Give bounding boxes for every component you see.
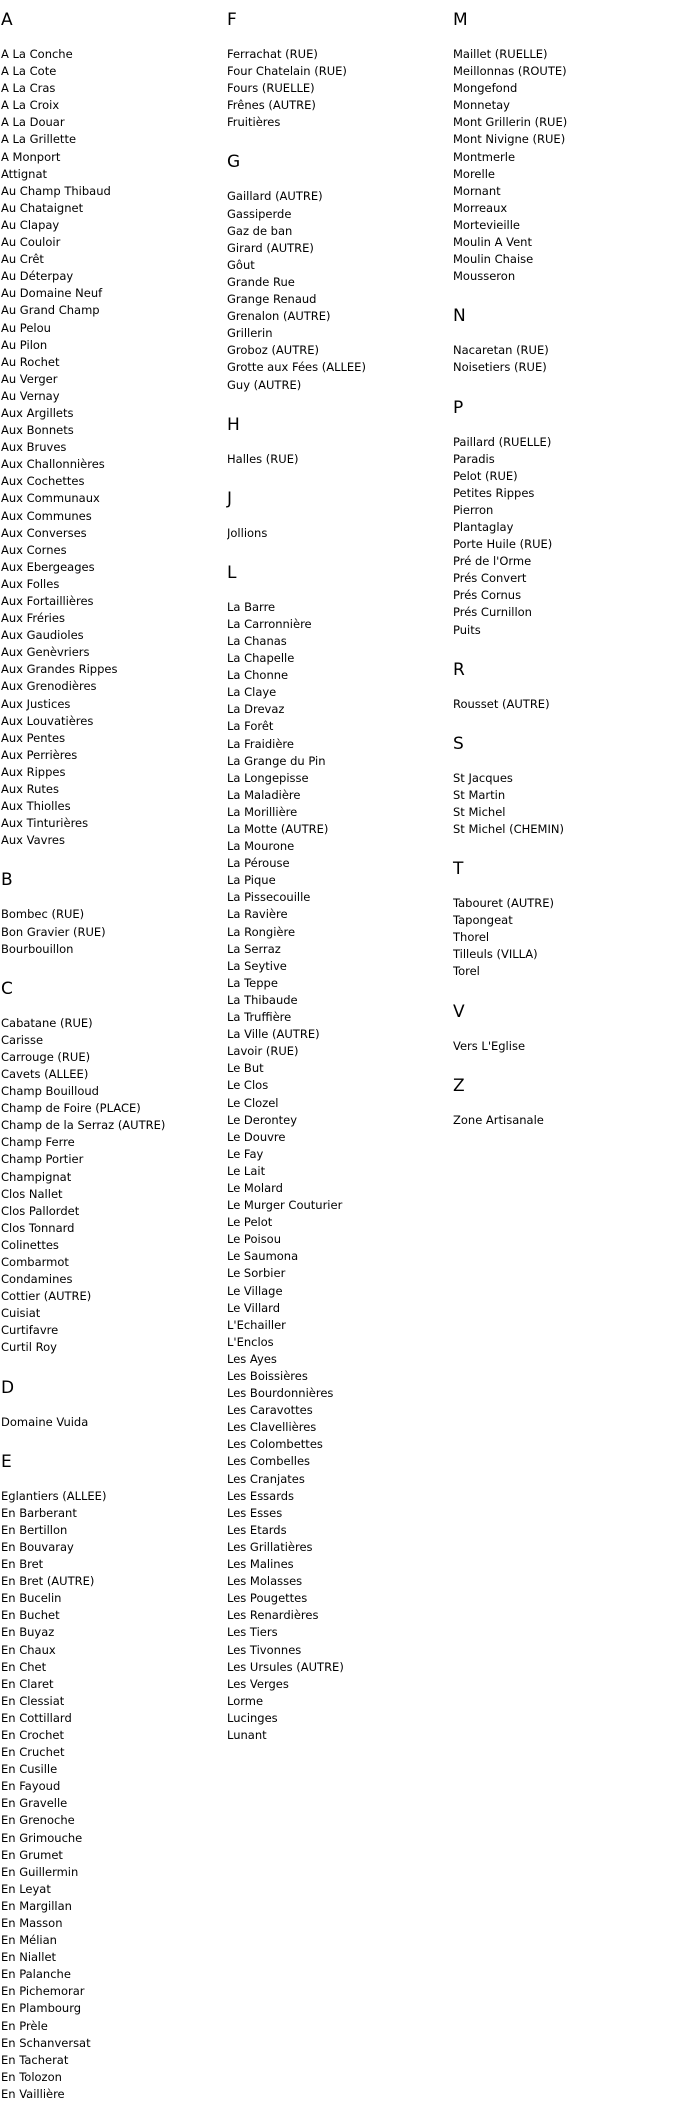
section-p bbox=[453, 398, 673, 639]
street-item-en-plambourg[interactable]: En Plambourg bbox=[1, 2001, 82, 2016]
street-item-au-cret[interactable]: Au Crêt bbox=[1, 252, 44, 267]
section-letter-heading: R bbox=[453, 659, 465, 680]
section-c bbox=[1, 979, 221, 1357]
street-item-au-couloir[interactable]: Au Couloir bbox=[1, 235, 61, 250]
section-letter-heading: P bbox=[453, 397, 464, 418]
street-item-champ-ferre[interactable]: Champ Ferre bbox=[1, 1135, 75, 1150]
section-e bbox=[1, 1452, 221, 2103]
street-item-aux-grandes-rippes[interactable]: Aux Grandes Rippes bbox=[1, 662, 118, 677]
street-item-moulin-a-vent[interactable]: Moulin A Vent bbox=[453, 235, 532, 250]
street-item-eglantiers-allee[interactable]: Eglantiers (ALLEE) bbox=[1, 1488, 107, 1503]
section-letter-heading: H bbox=[227, 414, 240, 435]
street-item-morelle[interactable]: Morelle bbox=[453, 166, 495, 181]
street-list bbox=[1, 46, 221, 849]
street-item-morreaux[interactable]: Morreaux bbox=[453, 200, 508, 215]
street-item-aux-bruves[interactable]: Aux Bruves bbox=[1, 440, 67, 455]
street-item-la-barre[interactable]: La Barre bbox=[227, 599, 276, 614]
street-item-la-perouse[interactable]: La Pérouse bbox=[227, 856, 290, 871]
street-item-lucinges[interactable]: Lucinges bbox=[227, 1710, 278, 1725]
street-item-meillonnas-route[interactable]: Meillonnas (ROUTE) bbox=[453, 64, 567, 79]
section-j bbox=[227, 489, 447, 542]
street-item-le-sorbier[interactable]: Le Sorbier bbox=[227, 1266, 286, 1281]
street-item-le-derontey[interactable]: Le Derontey bbox=[227, 1112, 298, 1127]
street-item-la-ville-autre[interactable]: La Ville (AUTRE) bbox=[227, 1027, 320, 1042]
street-item-frenes-autre[interactable]: Frênes (AUTRE) bbox=[227, 98, 316, 113]
street-item-grillerin[interactable]: Grillerin bbox=[227, 326, 273, 341]
street-item-la-chanas[interactable]: La Chanas bbox=[227, 633, 287, 648]
street-item-les-ayes[interactable]: Les Ayes bbox=[227, 1351, 277, 1366]
street-item-la-claye[interactable]: La Claye bbox=[227, 685, 277, 700]
street-item-bombec-rue[interactable]: Bombec (RUE) bbox=[1, 907, 85, 922]
street-item-champ-portier[interactable]: Champ Portier bbox=[1, 1152, 84, 1167]
street-item-en-leyat[interactable]: En Leyat bbox=[1, 1881, 51, 1896]
street-item-mortevieille[interactable]: Mortevieille bbox=[453, 217, 521, 232]
street-item-en-margillan[interactable]: En Margillan bbox=[1, 1898, 72, 1913]
street-item-aux-perrieres[interactable]: Aux Perrières bbox=[1, 747, 78, 762]
street-item-la-serraz[interactable]: La Serraz bbox=[227, 941, 281, 956]
section-letter-heading: L bbox=[227, 562, 237, 583]
section-letter-heading: S bbox=[453, 733, 464, 754]
street-item-le-douvre[interactable]: Le Douvre bbox=[227, 1129, 286, 1144]
street-item-au-clapay[interactable]: Au Clapay bbox=[1, 217, 60, 232]
street-item-aux-converses[interactable]: Aux Converses bbox=[1, 525, 87, 540]
street-item-champ-de-la-serraz-autre[interactable]: Champ de la Serraz (AUTRE) bbox=[1, 1118, 166, 1133]
street-item-aux-bonnets[interactable]: Aux Bonnets bbox=[1, 423, 74, 438]
street-list bbox=[453, 434, 673, 639]
street-item-combarmot[interactable]: Combarmot bbox=[1, 1255, 69, 1269]
street-item-groboz-autre[interactable]: Groboz (AUTRE) bbox=[227, 343, 319, 358]
street-item-au-rochet[interactable]: Au Rochet bbox=[1, 354, 60, 369]
street-item-cabatane-rue[interactable]: Cabatane (RUE) bbox=[1, 1015, 93, 1030]
street-item-le-clozel[interactable]: Le Clozel bbox=[227, 1095, 279, 1110]
street-item-les-pougettes[interactable]: Les Pougettes bbox=[227, 1591, 308, 1606]
street-item-les-verges[interactable]: Les Verges bbox=[227, 1676, 289, 1691]
street-item-les-malines[interactable]: Les Malines bbox=[227, 1557, 294, 1572]
street-item-les-tivonnes[interactable]: Les Tivonnes bbox=[227, 1642, 302, 1657]
street-item-les-colombettes[interactable]: Les Colombettes bbox=[227, 1437, 323, 1452]
street-item-champ-bouilloud[interactable]: Champ Bouilloud bbox=[1, 1084, 99, 1099]
street-item-la-thibaude[interactable]: La Thibaude bbox=[227, 992, 298, 1007]
street-item-la-motte-autre[interactable]: La Motte (AUTRE) bbox=[227, 822, 329, 836]
street-item-le-but[interactable]: Le But bbox=[227, 1061, 264, 1076]
street-item-cavets-allee[interactable]: Cavets (ALLEE) bbox=[1, 1066, 89, 1081]
street-item-le-saumona[interactable]: Le Saumona bbox=[227, 1249, 299, 1264]
street-item-aux-vavres[interactable]: Aux Vavres bbox=[1, 833, 65, 848]
street-list bbox=[227, 451, 447, 468]
street-item-au-pelou[interactable]: Au Pelou bbox=[1, 320, 51, 335]
street-list bbox=[453, 1112, 673, 1129]
section-v bbox=[453, 1002, 673, 1055]
street-item-aux-gaudioles[interactable]: Aux Gaudioles bbox=[1, 628, 84, 643]
street-item-les-esses[interactable]: Les Esses bbox=[227, 1505, 283, 1520]
street-list bbox=[453, 696, 673, 713]
street-item-la-chapelle[interactable]: La Chapelle bbox=[227, 651, 295, 666]
street-item-gaz-de-ban[interactable]: Gaz de ban bbox=[227, 223, 293, 238]
street-list bbox=[1, 1488, 221, 2103]
street-list bbox=[227, 188, 447, 393]
street-list bbox=[453, 1038, 673, 1055]
street-item-clos-pallordet[interactable]: Clos Pallordet bbox=[1, 1203, 80, 1218]
street-list bbox=[227, 599, 447, 1744]
street-item-la-truffiere[interactable]: La Truffière bbox=[227, 1010, 292, 1025]
street-item-en-claret[interactable]: En Claret bbox=[1, 1676, 54, 1691]
street-item-tilleuls-villa[interactable]: Tilleuls (VILLA) bbox=[453, 947, 538, 962]
street-item-aux-genevriers[interactable]: Aux Genèvriers bbox=[1, 645, 90, 660]
street-list bbox=[227, 525, 447, 542]
street-item-cottier-autre[interactable]: Cottier (AUTRE) bbox=[1, 1289, 92, 1304]
street-item-le-lait[interactable]: Le Lait bbox=[227, 1163, 266, 1178]
street-item-la-maladiere[interactable]: La Maladière bbox=[227, 787, 301, 802]
street-item-les-molasses[interactable]: Les Molasses bbox=[227, 1574, 303, 1589]
street-item-rousset-autre[interactable]: Rousset (AUTRE) bbox=[453, 696, 550, 711]
street-item-les-combelles[interactable]: Les Combelles bbox=[227, 1454, 311, 1469]
street-item-st-michel-chemin[interactable]: St Michel (CHEMIN) bbox=[453, 822, 564, 836]
street-item-en-niallet[interactable]: En Niallet bbox=[1, 1950, 57, 1965]
street-item-en-vailliere[interactable]: En Vaillière bbox=[1, 2086, 65, 2101]
street-item-grange-renaud[interactable]: Grange Renaud bbox=[227, 292, 317, 307]
street-item-la-morilliere[interactable]: La Morillière bbox=[227, 804, 298, 819]
street-item-les-ursules-autre[interactable]: Les Ursules (AUTRE) bbox=[227, 1659, 344, 1674]
street-item-halles-rue[interactable]: Halles (RUE) bbox=[227, 451, 299, 466]
street-item-aux-rutes[interactable]: Aux Rutes bbox=[1, 782, 59, 797]
street-item-la-grange-du-pin[interactable]: La Grange du Pin bbox=[227, 753, 326, 768]
street-item-mousseron[interactable]: Mousseron bbox=[453, 269, 516, 284]
street-item-curtil-roy[interactable]: Curtil Roy bbox=[1, 1340, 57, 1355]
street-item-pres-convert[interactable]: Prés Convert bbox=[453, 571, 527, 586]
street-item-puits[interactable]: Puits bbox=[453, 622, 481, 637]
street-item-aux-argillets[interactable]: Aux Argillets bbox=[1, 405, 74, 420]
street-item-en-prele[interactable]: En Prèle bbox=[1, 2018, 48, 2033]
street-item-st-michel[interactable]: St Michel bbox=[453, 804, 506, 819]
street-list bbox=[1, 1015, 221, 1357]
street-item-en-tacherat[interactable]: En Tacherat bbox=[1, 2052, 69, 2067]
street-list bbox=[1, 906, 221, 957]
street-list bbox=[227, 46, 447, 131]
street-item-aux-tinturieres[interactable]: Aux Tinturières bbox=[1, 816, 89, 831]
street-item-champignat[interactable]: Champignat bbox=[1, 1169, 72, 1184]
street-item-a-la-conche[interactable]: A La Conche bbox=[1, 47, 73, 61]
section-letter-heading: B bbox=[1, 870, 13, 891]
street-item-les-bourdonnieres[interactable]: Les Bourdonnières bbox=[227, 1386, 334, 1401]
street-item-grotte-aux-fees-allee[interactable]: Grotte aux Fées (ALLEE) bbox=[227, 360, 366, 375]
street-item-gaillard-autre[interactable]: Gaillard (AUTRE) bbox=[227, 189, 323, 204]
street-list bbox=[453, 895, 673, 980]
street-item-porte-huile-rue[interactable]: Porte Huile (RUE) bbox=[453, 537, 553, 552]
section-letter-heading: V bbox=[453, 1001, 465, 1022]
street-item-a-la-douar[interactable]: A La Douar bbox=[1, 115, 65, 130]
section-letter-heading: A bbox=[1, 10, 13, 30]
street-item-moulin-chaise[interactable]: Moulin Chaise bbox=[453, 252, 534, 267]
street-item-pierron[interactable]: Pierron bbox=[453, 502, 494, 517]
street-item-carisse[interactable]: Carisse bbox=[1, 1032, 44, 1047]
street-item-au-domaine-neuf[interactable]: Au Domaine Neuf bbox=[1, 286, 103, 301]
street-item-paradis[interactable]: Paradis bbox=[453, 451, 495, 466]
street-item-tapongeat[interactable]: Tapongeat bbox=[453, 913, 513, 928]
section-s bbox=[453, 734, 673, 838]
street-item-en-gravelle[interactable]: En Gravelle bbox=[1, 1796, 68, 1811]
street-item-aux-fortaillieres[interactable]: Aux Fortaillières bbox=[1, 594, 94, 608]
street-item-les-caravottes[interactable]: Les Caravottes bbox=[227, 1403, 313, 1418]
street-item-l-echailler[interactable]: L'Echailler bbox=[227, 1317, 286, 1332]
street-item-condamines[interactable]: Condamines bbox=[1, 1272, 73, 1287]
section-z bbox=[453, 1076, 673, 1129]
street-item-aux-thiolles[interactable]: Aux Thiolles bbox=[1, 799, 71, 814]
street-item-la-teppe[interactable]: La Teppe bbox=[227, 975, 278, 990]
street-item-tabouret-autre[interactable]: Tabouret (AUTRE) bbox=[453, 896, 555, 911]
street-item-grenalon-autre[interactable]: Grenalon (AUTRE) bbox=[227, 309, 331, 324]
street-item-en-guillermin[interactable]: En Guillermin bbox=[1, 1864, 79, 1879]
street-item-en-grenoche[interactable]: En Grenoche bbox=[1, 1813, 75, 1828]
street-item-en-palanche[interactable]: En Palanche bbox=[1, 1967, 71, 1982]
street-item-au-verger[interactable]: Au Verger bbox=[1, 371, 58, 386]
street-item-la-foret[interactable]: La Forêt bbox=[227, 719, 274, 734]
street-item-en-bertillon[interactable]: En Bertillon bbox=[1, 1522, 68, 1537]
street-item-aux-cochettes[interactable]: Aux Cochettes bbox=[1, 474, 85, 489]
street-item-a-monport[interactable]: A Monport bbox=[1, 149, 61, 164]
street-item-la-seytive[interactable]: La Seytive bbox=[227, 958, 287, 973]
street-item-nacaretan-rue[interactable]: Nacaretan (RUE) bbox=[453, 343, 549, 358]
street-item-lorme[interactable]: Lorme bbox=[227, 1693, 264, 1708]
street-item-la-drevaz[interactable]: La Drevaz bbox=[227, 702, 285, 717]
street-item-la-mourone[interactable]: La Mourone bbox=[227, 839, 295, 854]
street-item-le-pelot[interactable]: Le Pelot bbox=[227, 1215, 273, 1230]
section-b bbox=[1, 870, 221, 957]
street-item-les-etards[interactable]: Les Etards bbox=[227, 1522, 287, 1537]
street-item-les-essards[interactable]: Les Essards bbox=[227, 1488, 295, 1503]
street-list bbox=[453, 342, 673, 376]
street-item-aux-pentes[interactable]: Aux Pentes bbox=[1, 730, 66, 745]
street-item-monnetay[interactable]: Monnetay bbox=[453, 98, 510, 113]
street-item-en-bret-autre[interactable]: En Bret (AUTRE) bbox=[1, 1574, 95, 1589]
street-item-guy-autre[interactable]: Guy (AUTRE) bbox=[227, 377, 302, 392]
street-item-plantaglay[interactable]: Plantaglay bbox=[453, 519, 514, 534]
street-item-st-jacques[interactable]: St Jacques bbox=[453, 770, 513, 785]
section-letter-heading: F bbox=[227, 10, 237, 30]
street-item-mont-nivigne-rue[interactable]: Mont Nivigne (RUE) bbox=[453, 132, 566, 147]
index-column-3 bbox=[453, 10, 673, 1150]
street-item-aux-communes[interactable]: Aux Communes bbox=[1, 508, 92, 523]
street-item-jollions[interactable]: Jollions bbox=[227, 525, 268, 540]
street-item-au-pilon[interactable]: Au Pilon bbox=[1, 337, 48, 352]
street-item-en-bouvaray[interactable]: En Bouvaray bbox=[1, 1539, 74, 1554]
street-item-en-pichemorar[interactable]: En Pichemorar bbox=[1, 1984, 85, 1999]
street-item-le-fay[interactable]: Le Fay bbox=[227, 1146, 264, 1161]
street-item-aux-grenodieres[interactable]: Aux Grenodières bbox=[1, 679, 97, 694]
street-item-pelot-rue[interactable]: Pelot (RUE) bbox=[453, 468, 518, 483]
street-item-l-enclos[interactable]: L'Enclos bbox=[227, 1334, 274, 1349]
street-item-aux-cornes[interactable]: Aux Cornes bbox=[1, 542, 67, 557]
section-a bbox=[1, 10, 221, 849]
street-item-a-la-cras[interactable]: A La Cras bbox=[1, 81, 56, 96]
street-item-le-village[interactable]: Le Village bbox=[227, 1283, 283, 1298]
section-l bbox=[227, 563, 447, 1744]
street-item-en-grumet[interactable]: En Grumet bbox=[1, 1847, 63, 1862]
index-column-1 bbox=[1, 10, 221, 2124]
street-item-ferrachat-rue[interactable]: Ferrachat (RUE) bbox=[227, 47, 318, 61]
street-item-carrouge-rue[interactable]: Carrouge (RUE) bbox=[1, 1049, 91, 1064]
street-list bbox=[453, 770, 673, 838]
street-item-domaine-vuida[interactable]: Domaine Vuida bbox=[1, 1414, 89, 1429]
street-item-en-barberant[interactable]: En Barberant bbox=[1, 1505, 77, 1520]
street-item-pres-curnillon[interactable]: Prés Curnillon bbox=[453, 605, 532, 620]
street-item-lavoir-rue[interactable]: Lavoir (RUE) bbox=[227, 1044, 299, 1059]
street-item-four-chatelain-rue[interactable]: Four Chatelain (RUE) bbox=[227, 64, 347, 79]
section-letter-heading: C bbox=[1, 978, 13, 999]
street-item-les-grillatieres[interactable]: Les Grillatières bbox=[227, 1539, 313, 1554]
section-letter-heading: D bbox=[1, 1377, 15, 1398]
street-item-aux-rippes[interactable]: Aux Rippes bbox=[1, 764, 66, 779]
street-item-la-rongiere[interactable]: La Rongière bbox=[227, 924, 296, 939]
street-item-les-tiers[interactable]: Les Tiers bbox=[227, 1625, 278, 1640]
street-item-fruitieres[interactable]: Fruitières bbox=[227, 115, 281, 130]
street-item-st-martin[interactable]: St Martin bbox=[453, 787, 506, 802]
street-item-les-renardieres[interactable]: Les Renardières bbox=[227, 1608, 319, 1623]
street-item-en-buchet[interactable]: En Buchet bbox=[1, 1608, 60, 1623]
street-item-au-champ-thibaud[interactable]: Au Champ Thibaud bbox=[1, 183, 111, 198]
street-item-en-melian[interactable]: En Mélian bbox=[1, 1933, 57, 1948]
street-item-attignat[interactable]: Attignat bbox=[1, 166, 48, 181]
street-item-girard-autre[interactable]: Girard (AUTRE) bbox=[227, 240, 314, 255]
street-item-en-fayoud[interactable]: En Fayoud bbox=[1, 1779, 61, 1794]
street-item-a-la-cote[interactable]: A La Cote bbox=[1, 64, 57, 79]
street-item-fours-ruelle[interactable]: Fours (RUELLE) bbox=[227, 81, 315, 96]
street-item-maillet-ruelle[interactable]: Maillet (RUELLE) bbox=[453, 47, 548, 61]
street-item-mont-grillerin-rue[interactable]: Mont Grillerin (RUE) bbox=[453, 115, 568, 130]
street-list bbox=[453, 46, 673, 285]
street-item-au-grand-champ[interactable]: Au Grand Champ bbox=[1, 303, 100, 318]
street-item-aux-louvatieres[interactable]: Aux Louvatières bbox=[1, 713, 94, 728]
street-item-aux-ebergeages[interactable]: Aux Ebergeages bbox=[1, 559, 95, 574]
street-item-aux-challonnieres[interactable]: Aux Challonnières bbox=[1, 457, 105, 472]
street-item-gout[interactable]: Gôut bbox=[227, 257, 255, 272]
street-item-aux-folles[interactable]: Aux Folles bbox=[1, 576, 60, 591]
section-m bbox=[453, 10, 673, 285]
section-letter-heading: T bbox=[453, 859, 464, 880]
street-item-en-cusille[interactable]: En Cusille bbox=[1, 1762, 58, 1777]
street-item-au-chataignet[interactable]: Au Chataignet bbox=[1, 200, 84, 215]
section-letter-heading: M bbox=[453, 10, 468, 30]
street-item-en-chet[interactable]: En Chet bbox=[1, 1659, 47, 1674]
street-item-en-masson[interactable]: En Masson bbox=[1, 1916, 63, 1930]
index-column-2 bbox=[227, 10, 447, 1765]
street-item-la-longepisse[interactable]: La Longepisse bbox=[227, 770, 309, 785]
street-item-les-boissieres[interactable]: Les Boissières bbox=[227, 1369, 308, 1383]
street-item-en-schanversat[interactable]: En Schanversat bbox=[1, 2035, 91, 2050]
street-item-en-grimouche[interactable]: En Grimouche bbox=[1, 1830, 83, 1845]
street-item-le-clos[interactable]: Le Clos bbox=[227, 1078, 269, 1093]
street-item-le-villard[interactable]: Le Villard bbox=[227, 1300, 281, 1315]
street-item-vers-l-eglise[interactable]: Vers L'Eglise bbox=[453, 1038, 526, 1053]
street-item-bon-gravier-rue[interactable]: Bon Gravier (RUE) bbox=[1, 924, 106, 939]
street-item-aux-freries[interactable]: Aux Fréries bbox=[1, 611, 65, 626]
street-list bbox=[1, 1414, 221, 1431]
street-item-colinettes[interactable]: Colinettes bbox=[1, 1237, 59, 1252]
section-letter-heading: Z bbox=[453, 1075, 465, 1096]
street-item-la-chonne[interactable]: La Chonne bbox=[227, 668, 289, 683]
street-item-les-clavellieres[interactable]: Les Clavellières bbox=[227, 1420, 317, 1435]
section-letter-heading: G bbox=[227, 152, 241, 173]
street-item-en-bret[interactable]: En Bret bbox=[1, 1557, 44, 1572]
street-item-champ-de-foire-place[interactable]: Champ de Foire (PLACE) bbox=[1, 1101, 141, 1116]
street-item-la-raviere[interactable]: La Ravière bbox=[227, 907, 288, 922]
street-item-en-bucelin[interactable]: En Bucelin bbox=[1, 1591, 62, 1606]
street-item-le-molard[interactable]: Le Molard bbox=[227, 1180, 283, 1195]
section-h bbox=[227, 415, 447, 468]
section-t bbox=[453, 859, 673, 980]
section-letter-heading: E bbox=[1, 1451, 12, 1472]
street-item-gassiperde[interactable]: Gassiperde bbox=[227, 206, 292, 221]
street-item-en-buyaz[interactable]: En Buyaz bbox=[1, 1625, 55, 1640]
street-item-zone-artisanale[interactable]: Zone Artisanale bbox=[453, 1112, 544, 1127]
street-item-montmerle[interactable]: Montmerle bbox=[453, 149, 516, 164]
street-item-au-deterpay[interactable]: Au Déterpay bbox=[1, 269, 74, 284]
street-item-clos-tonnard[interactable]: Clos Tonnard bbox=[1, 1220, 75, 1235]
section-g bbox=[227, 152, 447, 393]
street-item-pres-cornus[interactable]: Prés Cornus bbox=[453, 588, 522, 603]
street-item-la-carronniere[interactable]: La Carronnière bbox=[227, 616, 312, 631]
street-item-le-murger-couturier[interactable]: Le Murger Couturier bbox=[227, 1198, 343, 1213]
section-d bbox=[1, 1378, 221, 1431]
street-item-le-poisou[interactable]: Le Poisou bbox=[227, 1232, 282, 1247]
street-item-la-pissecouille[interactable]: La Pissecouille bbox=[227, 890, 311, 905]
street-item-en-chaux[interactable]: En Chaux bbox=[1, 1642, 56, 1657]
street-item-au-vernay[interactable]: Au Vernay bbox=[1, 388, 60, 403]
street-item-les-cranjates[interactable]: Les Cranjates bbox=[227, 1471, 305, 1486]
section-f bbox=[227, 10, 447, 131]
street-item-a-la-grillette[interactable]: A La Grillette bbox=[1, 132, 77, 147]
street-item-pre-de-l-orme[interactable]: Pré de l'Orme bbox=[453, 554, 532, 569]
street-item-aux-communaux[interactable]: Aux Communaux bbox=[1, 491, 100, 506]
street-item-bourbouillon[interactable]: Bourbouillon bbox=[1, 941, 74, 956]
street-item-la-fraidiere[interactable]: La Fraidière bbox=[227, 736, 294, 751]
street-item-clos-nallet[interactable]: Clos Nallet bbox=[1, 1186, 63, 1201]
street-item-en-clessiat[interactable]: En Clessiat bbox=[1, 1693, 65, 1708]
street-item-en-cottillard[interactable]: En Cottillard bbox=[1, 1710, 72, 1725]
section-n bbox=[453, 306, 673, 376]
street-item-torel[interactable]: Torel bbox=[453, 964, 480, 979]
street-item-curtifavre[interactable]: Curtifavre bbox=[1, 1323, 59, 1338]
section-r bbox=[453, 660, 673, 713]
section-letter-heading: N bbox=[453, 306, 466, 327]
street-item-petites-rippes[interactable]: Petites Rippes bbox=[453, 485, 535, 500]
street-item-mornant[interactable]: Mornant bbox=[453, 183, 501, 198]
street-item-cuisiat[interactable]: Cuisiat bbox=[1, 1306, 41, 1321]
street-item-a-la-croix[interactable]: A La Croix bbox=[1, 98, 60, 113]
street-item-mongefond[interactable]: Mongefond bbox=[453, 81, 518, 96]
street-item-lunant[interactable]: Lunant bbox=[227, 1727, 267, 1742]
street-item-la-pique[interactable]: La Pique bbox=[227, 873, 276, 888]
street-item-en-cruchet[interactable]: En Cruchet bbox=[1, 1745, 65, 1760]
street-item-en-tolozon[interactable]: En Tolozon bbox=[1, 2069, 62, 2084]
street-item-grande-rue[interactable]: Grande Rue bbox=[227, 274, 295, 289]
street-item-en-crochet[interactable]: En Crochet bbox=[1, 1727, 64, 1742]
street-item-thorel[interactable]: Thorel bbox=[453, 930, 490, 945]
street-item-noisetiers-rue[interactable]: Noisetiers (RUE) bbox=[453, 360, 547, 375]
street-item-paillard-ruelle[interactable]: Paillard (RUELLE) bbox=[453, 434, 552, 449]
street-item-aux-justices[interactable]: Aux Justices bbox=[1, 696, 71, 711]
section-letter-heading: J bbox=[227, 488, 233, 509]
